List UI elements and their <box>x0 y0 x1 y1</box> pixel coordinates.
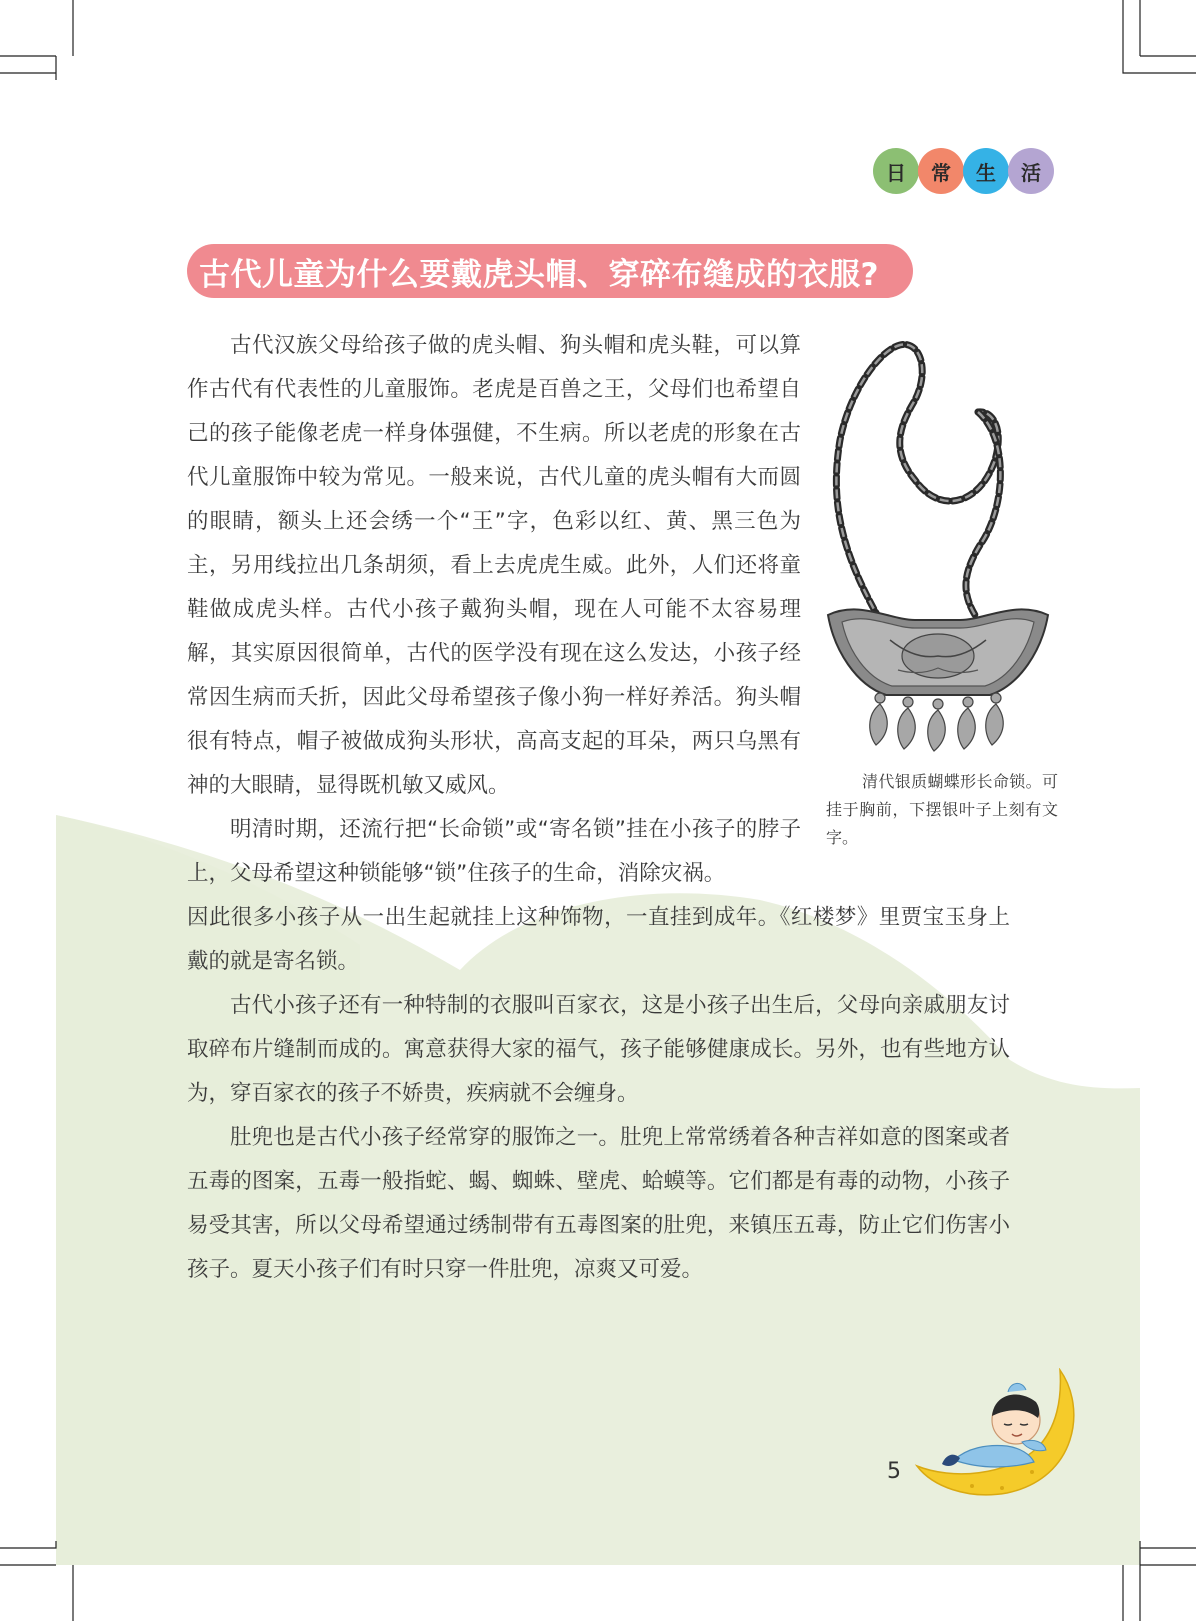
article-title: 古代儿童为什么要戴虎头帽、穿碎布缝成的衣服? <box>199 256 879 293</box>
mascot-moon-child-illustration <box>912 1368 1082 1498</box>
category-badges <box>874 148 1054 196</box>
crop-mark-bottom-left <box>0 1541 80 1621</box>
category-badge: 生 <box>963 148 1009 194</box>
paragraph: 肚兜也是古代小孩子经常穿的服饰之一。肚兜上常常绣着各种吉祥如意的图案或者五毒的图案，五毒一般指蛇、蝎、蜘蛛、壁虎、蛤蟆等。它们都是有毒的动物，小孩子易受其害，所以父母希望通过绣制带有五毒图案的肚兜，来镇压五毒，防止它们伤害小孩子。夏天小孩子们有时只穿一件肚兜，凉爽又可爱。 <box>187 1125 1010 1282</box>
paragraph: 古代汉族父母给孩子做的虎头帽、狗头帽和虎头鞋，可以算作古代有代表性的儿童服饰。老虎是百兽之王，父母们也希望自己的孩子能像老虎一样身体强健，不生病。所以老虎的形象在古代儿童服饰中较为常见。一般来说，古代儿童的虎头帽有大而圆的眼睛，额头上还会绣一个“王”字，色彩以红、黄、黑三色为主，另用线拉出几条胡须，看上去虎虎生威。此外，人们还将童鞋做成虎头样。古代小孩子戴狗头帽，现在人可能不太容易理解，其实原因很简单，古代的医学没有现在这么发达，小孩子经常因生病而夭折，因此父母希望孩子像小狗一样好养活。狗头帽很有特点，帽子被做成狗头形状，高高支起的耳朵，两只乌黑有神的大眼睛，显得既机敏又威风。 <box>187 333 801 798</box>
paragraph: 古代小孩子还有一种特制的衣服叫百家衣，这是小孩子出生后，父母向亲戚朋友讨取碎布片缝制而成的。寓意获得大家的福气，孩子能够健康成长。另外，也有些地方认为，穿百家衣的孩子不娇贵，疾病就不会缠身。 <box>187 993 1010 1106</box>
paragraph: 明清时期，还流行把“长命锁”或“寄名锁”挂在小孩子的脖子上，父母希望这种锁能够“锁”住孩子的生命，消除灾祸。 <box>187 817 801 886</box>
article-title-banner <box>187 244 913 298</box>
crop-mark-bottom-right <box>1116 1541 1196 1621</box>
category-badge: 日 <box>873 148 919 194</box>
crop-mark-top-left <box>0 0 80 80</box>
crop-mark-top-right <box>1116 0 1196 80</box>
category-badge: 常 <box>918 148 964 194</box>
page-number: 5 <box>887 1459 901 1484</box>
paragraph-continuation: 因此很多小孩子从一出生起就挂上这种饰物，一直挂到成年。《红楼梦》里贾宝玉身上戴的就是寄名锁。 <box>187 905 1010 974</box>
category-badge: 活 <box>1008 148 1054 194</box>
figure-caption <box>826 768 1058 852</box>
figure-caption-text: 清代银质蝴蝶形长命锁。可挂于胸前，下摆银叶子上刻有文字。 <box>826 772 1058 847</box>
longevity-lock-image <box>820 330 1060 760</box>
